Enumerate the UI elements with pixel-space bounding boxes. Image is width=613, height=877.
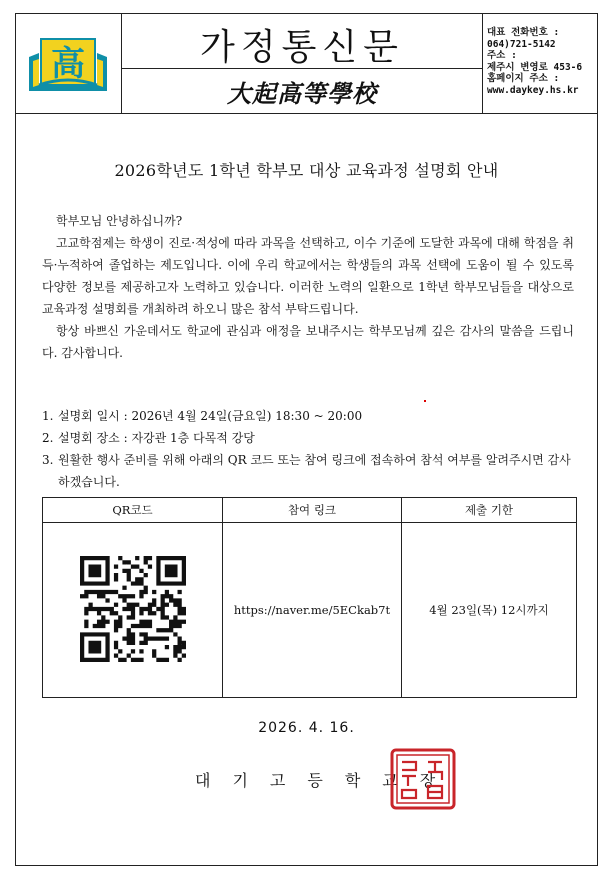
list-item [42, 405, 577, 427]
official-seal-icon [388, 746, 458, 812]
notice-title: 2026학년도 1학년 학부모 대상 교육과정 설명회 안내 [114, 161, 499, 180]
logo-glyph: 高 [51, 44, 85, 84]
list-text: 설명회 일시 : 2026년 4월 24일(금요일) 18:30 ~ 20:00 [58, 409, 363, 423]
issue-date: 2026. 4. 16. [258, 720, 355, 736]
table-header-row [43, 498, 577, 523]
homepage-value[interactable]: www.daykey.hs.kr [487, 84, 579, 96]
address-value: 제주시 변영로 453-6 [487, 61, 583, 73]
phone-label: 대표 전화번호 : [487, 27, 560, 38]
header-qr: QR코드 [43, 498, 223, 523]
school-logo-icon [29, 35, 107, 93]
list-number: 1. [42, 409, 54, 423]
details-list [42, 405, 577, 493]
participation-link[interactable]: https://naver.me/5ECkab7t [233, 603, 391, 617]
phone-value: 064)721-5142 [487, 38, 556, 50]
contact-info [483, 13, 598, 113]
rsvp-table [42, 497, 577, 698]
homepage-label: 홈페이지 주소 : [487, 73, 560, 84]
header-link: 참여 링크 [223, 498, 402, 523]
signer-name: 대기고등학교장 [195, 771, 458, 790]
table-row [43, 523, 577, 698]
paragraph-1: 고교학점제는 학생이 진로·적성에 따라 과목을 선택하고, 이수 기준에 도달한 과목에 대해 학점을 취득·누적하여 졸업하는 제도입니다. 이에 우리 학교에서는 학생들의 과목 선택에 도움이 될 수 있도록 다양한 정보를 제공하고자 노력하고 있습니다. 이러한 노력의 일환으로 1학년 학부모님들을 대상으로 교육과정 설명회를 개최하려 하오니 많은 참석 부탁드립니다. [42, 236, 574, 316]
header [15, 13, 598, 114]
school-name-calligraphy: 大起高等學校 [227, 79, 377, 108]
deadline-cell [402, 523, 577, 698]
list-text: 설명회 장소 : 자강관 1층 다목적 강당 [58, 431, 255, 445]
paragraph-2: 항상 바쁘신 가운데서도 학교에 관심과 애정을 보내주시는 학부모님께 깊은 감사의 말씀을 드립니다. 감사합니다. [42, 324, 574, 360]
header-divider [122, 68, 482, 69]
link-cell [223, 523, 402, 698]
list-item [42, 427, 577, 449]
qr-cell [43, 523, 223, 698]
list-number: 2. [42, 431, 54, 445]
stray-dot [424, 400, 426, 402]
list-text: 원활한 행사 준비를 위해 아래의 QR 코드 또는 참여 링크에 접속하여 참석 여부를 알려주시면 감사하겠습니다. [58, 453, 571, 489]
qr-code[interactable] [80, 556, 186, 662]
header-deadline: 제출 기한 [402, 498, 577, 523]
address-label: 주소 : [487, 50, 517, 61]
deadline-value: 4월 23일(목) 12시까지 [429, 603, 549, 617]
list-item [42, 449, 577, 493]
list-number: 3. [42, 453, 54, 467]
header-title-cell [122, 13, 483, 113]
greeting: 학부모님 안녕하십니까? [56, 214, 183, 228]
header-logo-cell [15, 13, 122, 113]
page-title: 가정통신문 [200, 27, 404, 68]
notice-body [42, 210, 574, 364]
